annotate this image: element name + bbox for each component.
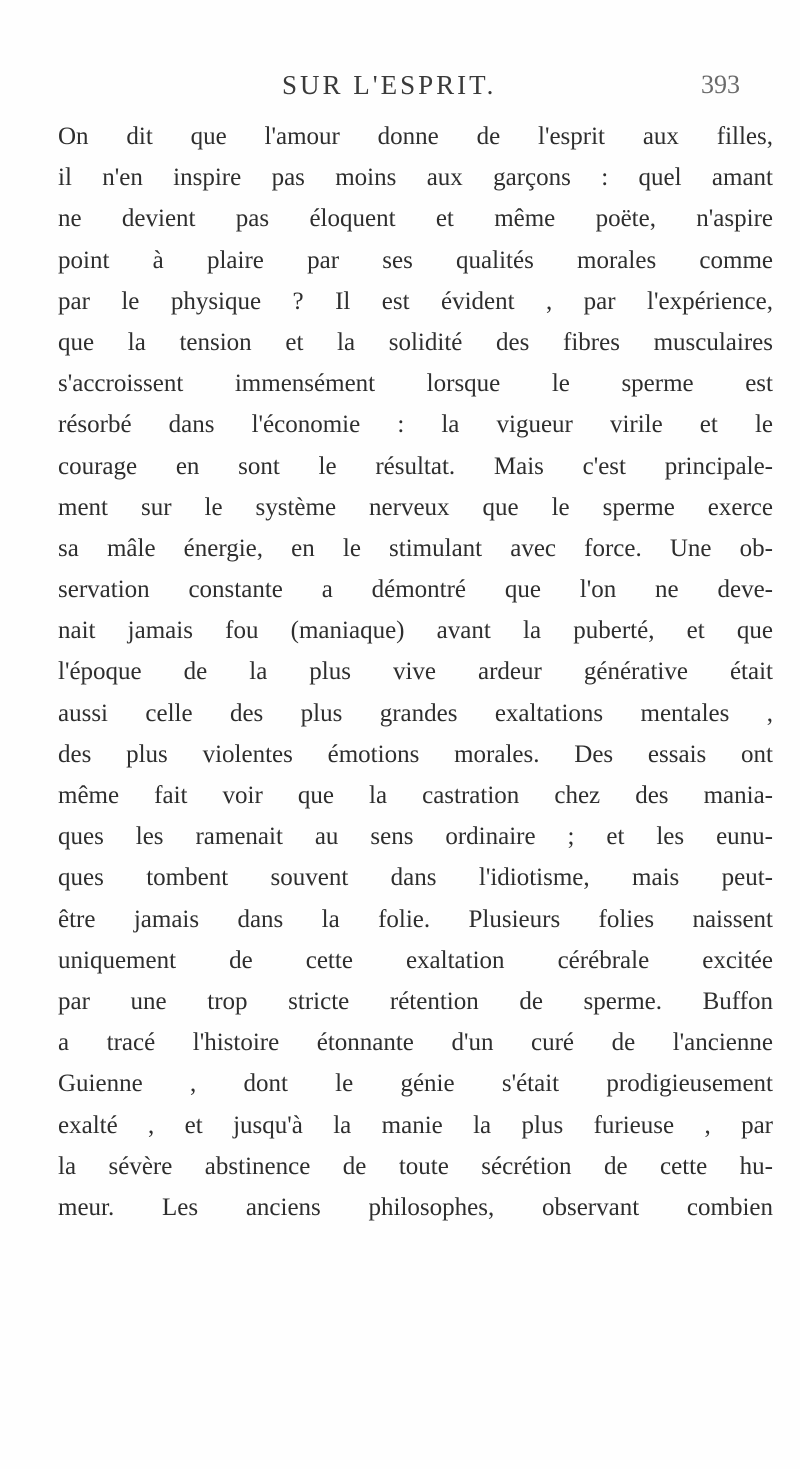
text-line: ques tombent souvent dans l'idiotisme, mais peut- [58, 864, 773, 892]
text-line: s'accroissent immensément lorsque le sperme est [58, 370, 773, 398]
text-line: que la tension et la solidité des fibres musculaires [58, 328, 773, 356]
text-line: des plus violentes émotions morales. Des essais ont [58, 740, 773, 768]
text-line: On dit que l'amour donne de l'esprit aux filles, [58, 123, 773, 150]
text-line: meur. Les anciens philosophes, observant combien [58, 1193, 773, 1221]
text-line: ques les ramenait au sens ordinaire ; et les eunu- [58, 823, 773, 851]
text-line: il n'en inspire pas moins aux garçons : quel amant [58, 164, 773, 192]
text-line: nait jamais fou (maniaque) avant la puberté, et que [58, 617, 773, 645]
text-line: exalté , et jusqu'à la manie la plus furieuse , par [58, 1111, 773, 1139]
text-line: même fait voir que la castration chez des mania- [58, 782, 773, 809]
text-line: par le physique ? Il est évident , par l'expérience, [58, 287, 773, 315]
text-line: a tracé l'histoire étonnante d'un curé de l'ancienne [58, 1029, 773, 1057]
text-line: être jamais dans la folie. Plusieurs folies naissent [58, 905, 773, 933]
text-line: sa mâle énergie, en le stimulant avec force. Une ob- [58, 534, 773, 562]
text-line: Guienne , dont le génie s'était prodigieusement [58, 1070, 773, 1098]
running-head [0, 70, 800, 110]
text-line: la sévère abstinence de toute sécrétion de cette hu- [58, 1152, 773, 1180]
text-line: servation constante a démontré que l'on ne deve- [58, 576, 773, 604]
text-line: par une trop stricte rétention de sperme. Buffon [58, 987, 773, 1015]
text-line: courage en sont le résultat. Mais c'est principale- [58, 452, 773, 480]
text-line: aussi celle des plus grandes exaltations mentales , [58, 699, 773, 727]
text-line: l'époque de la plus vive ardeur générative était [58, 658, 773, 686]
running-title: SUR L'ESPRIT. [282, 70, 497, 100]
text-line: point à plaire par ses qualités morales comme [58, 246, 773, 274]
text-line: uniquement de cette exaltation cérébrale excitée [58, 946, 773, 974]
text-line: ne devient pas éloquent et même poëte, n'aspire [58, 205, 773, 233]
text-line: ment sur le système nerveux que le sperme exerce [58, 493, 773, 521]
text-line: résorbé dans l'économie : la vigueur virile et le [58, 411, 773, 439]
body-paragraph [58, 116, 773, 1228]
page-number: 393 [701, 70, 740, 99]
